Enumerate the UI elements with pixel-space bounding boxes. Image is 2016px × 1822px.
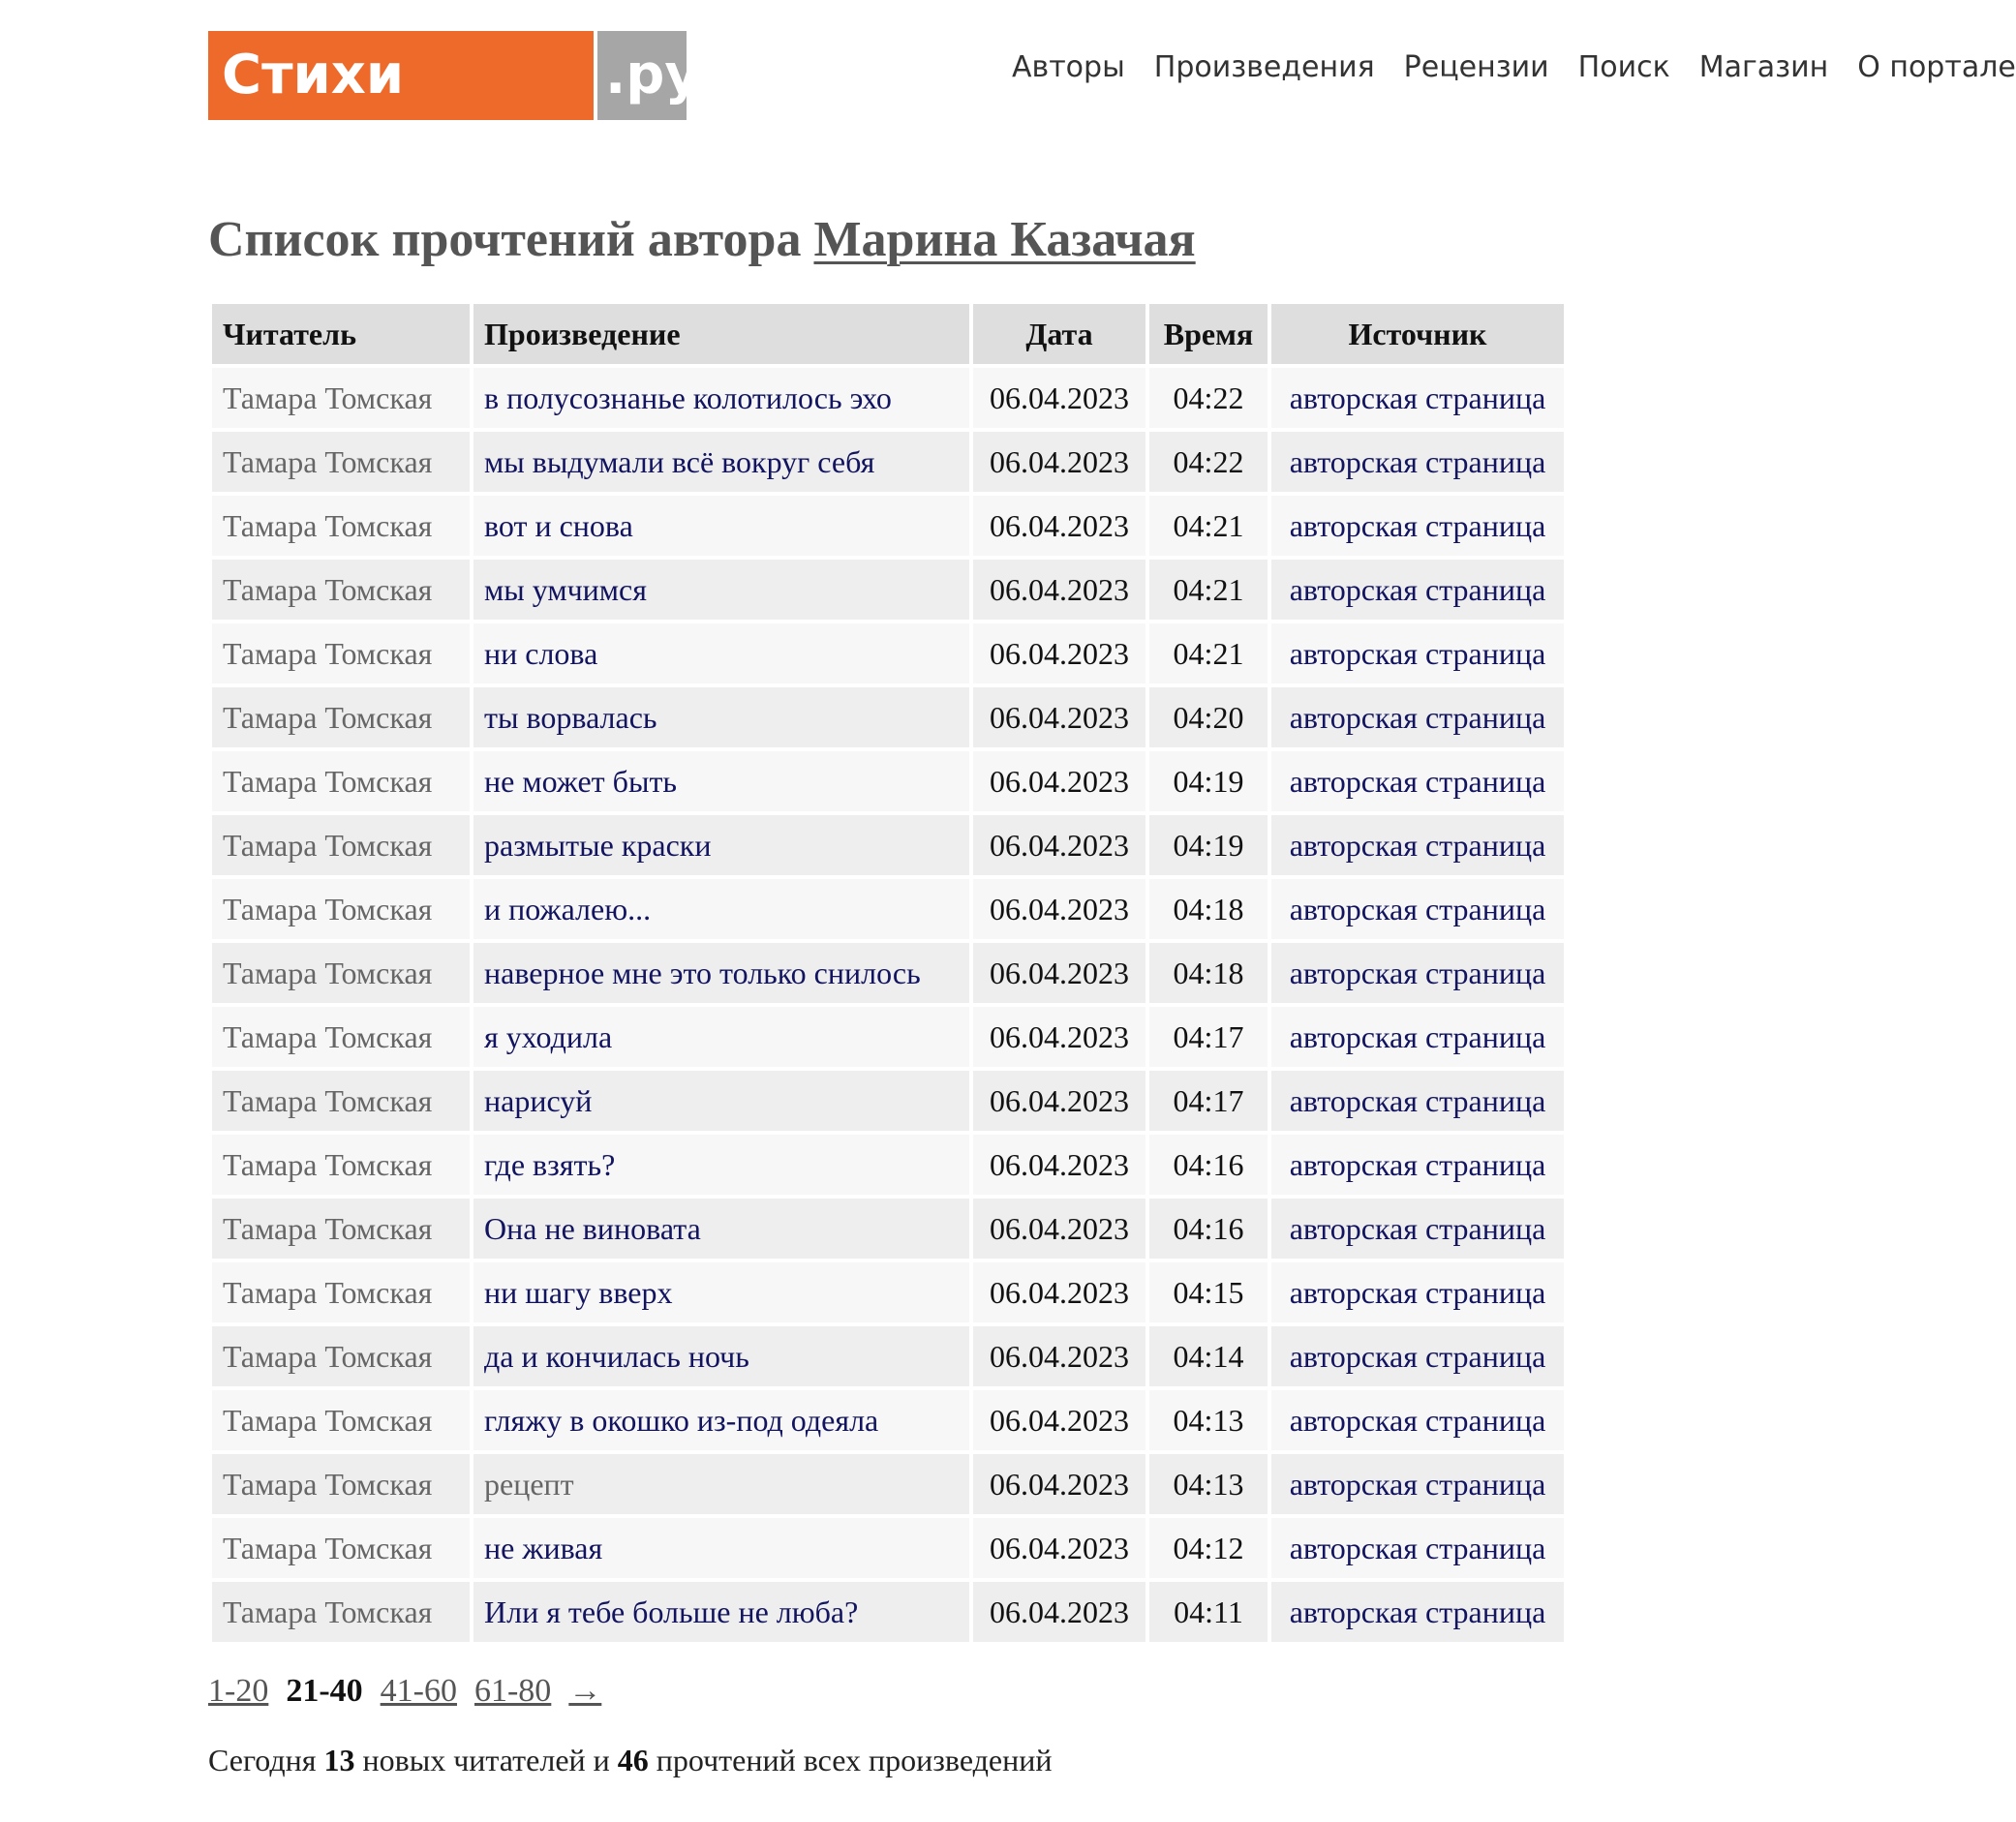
reading-date: 06.04.2023 <box>973 1518 1145 1578</box>
reader-name: Тамара Томская <box>212 1390 470 1450</box>
nav-works[interactable]: Произведения <box>1153 50 1375 84</box>
source-link[interactable]: авторская страница <box>1271 1390 1564 1450</box>
table-row <box>212 687 1564 747</box>
table-body <box>212 368 1564 1642</box>
nav-search[interactable]: Поиск <box>1577 50 1670 84</box>
logo-main-text: Стихи <box>208 31 594 120</box>
reading-date: 06.04.2023 <box>973 623 1145 683</box>
work-link[interactable]: ни шагу вверх <box>473 1262 969 1322</box>
reading-time: 04:21 <box>1149 623 1268 683</box>
source-link[interactable]: авторская страница <box>1271 1518 1564 1578</box>
table-row <box>212 1582 1564 1642</box>
source-link[interactable]: авторская страница <box>1271 432 1564 492</box>
table-row <box>212 432 1564 492</box>
page-title-prefix: Список прочтений автора <box>208 212 802 267</box>
reader-name: Тамара Томская <box>212 1454 470 1514</box>
reading-date: 06.04.2023 <box>973 1007 1145 1067</box>
work-link[interactable]: я уходила <box>473 1007 969 1067</box>
source-link[interactable]: авторская страница <box>1271 368 1564 428</box>
work-link[interactable]: не живая <box>473 1518 969 1578</box>
table-row <box>212 1071 1564 1131</box>
logo-suffix-text: .ру <box>597 31 687 120</box>
reading-time: 04:12 <box>1149 1518 1268 1578</box>
source-link[interactable]: авторская страница <box>1271 1135 1564 1195</box>
work-link[interactable]: наверное мне это только снилось <box>473 943 969 1003</box>
source-link[interactable]: авторская страница <box>1271 879 1564 939</box>
reading-date: 06.04.2023 <box>973 751 1145 811</box>
source-link[interactable]: авторская страница <box>1271 560 1564 620</box>
source-link[interactable]: авторская страница <box>1271 623 1564 683</box>
reading-date: 06.04.2023 <box>973 687 1145 747</box>
reading-time: 04:18 <box>1149 879 1268 939</box>
reader-name: Тамара Томская <box>212 1071 470 1131</box>
work-link[interactable]: мы умчимся <box>473 560 969 620</box>
reader-name: Тамара Томская <box>212 1518 470 1578</box>
reading-time: 04:11 <box>1149 1582 1268 1642</box>
work-link[interactable]: и пожалею... <box>473 879 969 939</box>
reading-date: 06.04.2023 <box>973 496 1145 556</box>
reading-time: 04:15 <box>1149 1262 1268 1322</box>
source-link[interactable]: авторская страница <box>1271 496 1564 556</box>
reader-name: Тамара Томская <box>212 560 470 620</box>
reading-date: 06.04.2023 <box>973 1326 1145 1386</box>
header-time: Время <box>1149 304 1268 364</box>
work-link[interactable]: гляжу в окошко из-под одеяла <box>473 1390 969 1450</box>
nav-shop[interactable]: Магазин <box>1698 50 1829 84</box>
page-link-41-60[interactable]: 41-60 <box>380 1673 457 1709</box>
work-link[interactable]: ты ворвалась <box>473 687 969 747</box>
readings-table <box>208 300 1568 1646</box>
reading-time: 04:19 <box>1149 815 1268 875</box>
source-link[interactable]: авторская страница <box>1271 751 1564 811</box>
page-link-1-20[interactable]: 1-20 <box>208 1673 269 1709</box>
source-link[interactable]: авторская страница <box>1271 1071 1564 1131</box>
reading-date: 06.04.2023 <box>973 432 1145 492</box>
header-source: Источник <box>1271 304 1564 364</box>
page-title <box>208 211 1196 268</box>
reading-date: 06.04.2023 <box>973 815 1145 875</box>
reading-date: 06.04.2023 <box>973 368 1145 428</box>
table-row <box>212 623 1564 683</box>
site-logo[interactable] <box>208 31 700 120</box>
reading-date: 06.04.2023 <box>973 879 1145 939</box>
table-row <box>212 815 1564 875</box>
source-link[interactable]: авторская страница <box>1271 1454 1564 1514</box>
source-link[interactable]: авторская страница <box>1271 1007 1564 1067</box>
reader-name: Тамара Томская <box>212 1262 470 1322</box>
pagination <box>208 1673 601 1710</box>
source-link[interactable]: авторская страница <box>1271 1582 1564 1642</box>
main-nav <box>1012 50 2016 84</box>
table-row <box>212 368 1564 428</box>
table-row <box>212 1390 1564 1450</box>
reading-time: 04:17 <box>1149 1007 1268 1067</box>
table-row <box>212 1262 1564 1322</box>
header-work: Произведение <box>473 304 969 364</box>
table-row <box>212 560 1564 620</box>
stats-readers-count: 13 <box>323 1743 355 1777</box>
author-link[interactable]: Марина Казачая <box>813 212 1196 267</box>
page-current-21-40: 21-40 <box>286 1673 363 1709</box>
work-link: рецепт <box>473 1454 969 1514</box>
work-link[interactable]: Или я тебе больше не люба? <box>473 1582 969 1642</box>
reader-name: Тамара Томская <box>212 1582 470 1642</box>
stats-middle: новых читателей и <box>362 1743 610 1777</box>
stats-prefix: Сегодня <box>208 1743 317 1777</box>
reading-time: 04:17 <box>1149 1071 1268 1131</box>
table-row <box>212 751 1564 811</box>
work-link[interactable]: не может быть <box>473 751 969 811</box>
reader-name: Тамара Томская <box>212 687 470 747</box>
reader-name: Тамара Томская <box>212 1326 470 1386</box>
table-row <box>212 879 1564 939</box>
reader-name: Тамара Томская <box>212 368 470 428</box>
nav-reviews[interactable]: Рецензии <box>1403 50 1549 84</box>
source-link[interactable]: авторская страница <box>1271 815 1564 875</box>
reading-date: 06.04.2023 <box>973 560 1145 620</box>
reading-time: 04:13 <box>1149 1390 1268 1450</box>
work-link[interactable]: вот и снова <box>473 496 969 556</box>
reader-name: Тамара Томская <box>212 623 470 683</box>
table-row <box>212 1518 1564 1578</box>
source-link[interactable]: авторская страница <box>1271 1262 1564 1322</box>
reading-date: 06.04.2023 <box>973 1262 1145 1322</box>
work-link[interactable]: где взять? <box>473 1135 969 1195</box>
reader-name: Тамара Томская <box>212 879 470 939</box>
today-stats <box>208 1743 1052 1778</box>
table-row <box>212 1326 1564 1386</box>
reader-name: Тамара Томская <box>212 432 470 492</box>
stats-reads-count: 46 <box>617 1743 649 1777</box>
work-link[interactable]: размытые краски <box>473 815 969 875</box>
reader-name: Тамара Томская <box>212 751 470 811</box>
nav-authors[interactable]: Авторы <box>1012 50 1125 84</box>
reading-time: 04:14 <box>1149 1326 1268 1386</box>
nav-about[interactable]: О портале <box>1857 50 2016 84</box>
work-link[interactable]: Она не виновата <box>473 1199 969 1259</box>
reader-name: Тамара Томская <box>212 496 470 556</box>
source-link[interactable]: авторская страница <box>1271 687 1564 747</box>
reading-date: 06.04.2023 <box>973 1071 1145 1131</box>
reader-name: Тамара Томская <box>212 815 470 875</box>
reader-name: Тамара Томская <box>212 1199 470 1259</box>
source-link[interactable]: авторская страница <box>1271 1199 1564 1259</box>
table-row <box>212 1007 1564 1067</box>
site-header <box>0 0 2016 136</box>
reader-name: Тамара Томская <box>212 1007 470 1067</box>
source-link[interactable]: авторская страница <box>1271 943 1564 1003</box>
reading-date: 06.04.2023 <box>973 1390 1145 1450</box>
stats-suffix: прочтений всех произведений <box>656 1743 1053 1777</box>
work-link[interactable]: в полусознанье колотилось эхо <box>473 368 969 428</box>
table-row <box>212 1454 1564 1514</box>
reading-time: 04:18 <box>1149 943 1268 1003</box>
source-link[interactable]: авторская страница <box>1271 1326 1564 1386</box>
reading-date: 06.04.2023 <box>973 1582 1145 1642</box>
reading-time: 04:19 <box>1149 751 1268 811</box>
table-row <box>212 496 1564 556</box>
reader-name: Тамара Томская <box>212 1135 470 1195</box>
table-row <box>212 1199 1564 1259</box>
work-link[interactable]: ни слова <box>473 623 969 683</box>
table-row <box>212 943 1564 1003</box>
reading-date: 06.04.2023 <box>973 943 1145 1003</box>
reading-date: 06.04.2023 <box>973 1135 1145 1195</box>
reading-time: 04:16 <box>1149 1135 1268 1195</box>
reading-date: 06.04.2023 <box>973 1454 1145 1514</box>
header-reader: Читатель <box>212 304 470 364</box>
reading-time: 04:20 <box>1149 687 1268 747</box>
reading-time: 04:16 <box>1149 1199 1268 1259</box>
reading-time: 04:22 <box>1149 432 1268 492</box>
reading-time: 04:21 <box>1149 560 1268 620</box>
header-date: Дата <box>973 304 1145 364</box>
table-row <box>212 1135 1564 1195</box>
page-link-61-80[interactable]: 61-80 <box>473 1673 552 1709</box>
reading-time: 04:22 <box>1149 368 1268 428</box>
table-header-row <box>212 304 1564 364</box>
work-link[interactable]: мы выдумали всё вокруг себя <box>473 432 969 492</box>
page-next-arrow[interactable]: → <box>568 1673 602 1709</box>
work-link[interactable]: да и кончилась ночь <box>473 1326 969 1386</box>
work-link[interactable]: нарисуй <box>473 1071 969 1131</box>
reading-date: 06.04.2023 <box>973 1199 1145 1259</box>
reading-time: 04:13 <box>1149 1454 1268 1514</box>
reader-name: Тамара Томская <box>212 943 470 1003</box>
reading-time: 04:21 <box>1149 496 1268 556</box>
